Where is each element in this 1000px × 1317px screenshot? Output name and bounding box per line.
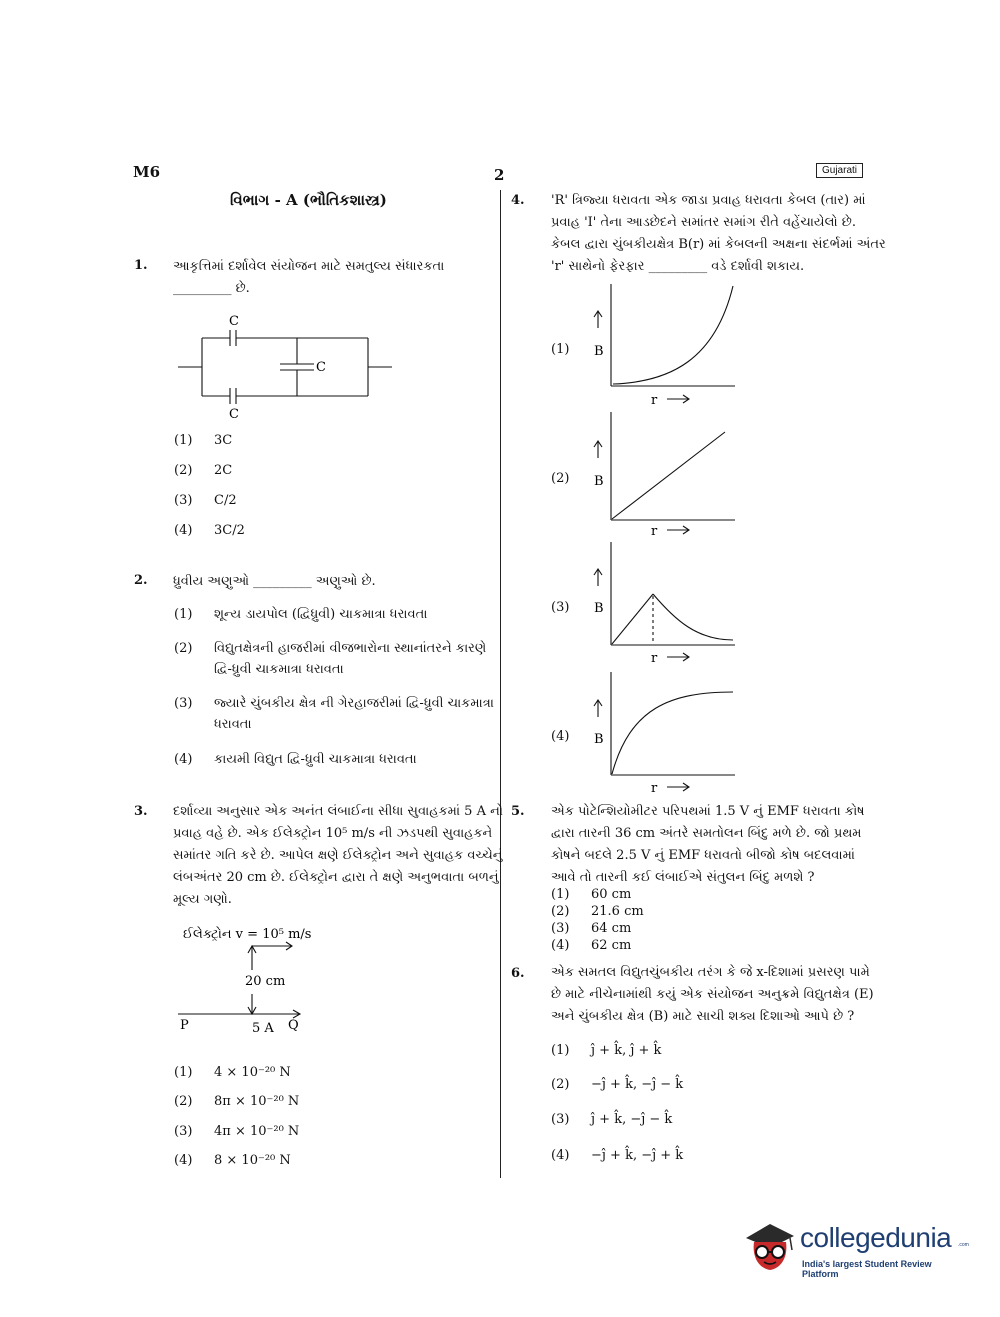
question-text-line: દ્વારા તારની 36 cm અંતરે સમતોલન બિંદુ મળે છે. જો પ્રથમ: [551, 826, 862, 841]
option[interactable]: [551, 1075, 751, 1095]
graph-option-1: [585, 280, 745, 410]
option[interactable]: [174, 639, 494, 681]
x-axis-label: r: [651, 393, 658, 408]
option-text: 4π × 10⁻²⁰ N: [214, 1124, 300, 1139]
x-axis-label: r: [651, 651, 658, 665]
option-text: C/2: [214, 493, 237, 508]
option[interactable]: [174, 694, 494, 736]
point-p-label: P: [180, 1018, 189, 1033]
question-text-line: 'r' સાથેનો ફેરફાર _________ વડે દર્શાવી શકાય.: [551, 259, 805, 274]
option-number: (3): [551, 1112, 570, 1127]
option-text: દ્વિ-ધ્રુવી ચાકમાત્રા ધરાવતા: [214, 662, 344, 677]
question-text-line: 'R' ત્રિજ્યા ધરાવતા એક જાડા પ્રવાહ ધરાવતા કેબલ (તાર) માં: [551, 193, 866, 208]
option-number: (1): [551, 342, 570, 357]
graph-option-3: [585, 540, 745, 665]
option-number: (3): [551, 921, 570, 936]
option-number: (2): [174, 463, 193, 478]
exam-code: M6: [133, 163, 161, 181]
question-number: 2.: [134, 573, 148, 588]
option[interactable]: [174, 1151, 374, 1171]
option-number: (3): [174, 696, 193, 711]
option-text: ĵ + k̂, ĵ + k̂: [591, 1043, 662, 1058]
option-text: 3C: [214, 433, 233, 448]
student-mascot-icon: [740, 1212, 800, 1282]
question-number: 1.: [134, 258, 148, 273]
option-text: 62 cm: [591, 938, 632, 953]
option[interactable]: [551, 340, 581, 360]
question-text-line: લંબઅંતર 20 cm છે. ઈલેક્ટ્રોન દ્વારા તે ક્ષણે અનુભવાતા બળનું: [173, 870, 499, 885]
option-text: −ĵ + k̂, −ĵ + k̂: [591, 1148, 684, 1163]
y-axis-label: B: [594, 601, 604, 616]
x-axis-label: r: [651, 524, 658, 539]
capacitor-label: C: [229, 407, 239, 422]
question-text-line: સમાંતર ગતિ કરે છે. આપેલ ક્ષણે ઈલેક્ટ્રોન અને સુવાહક વચ્ચેનું: [173, 848, 503, 863]
option-text: જ્યારે ચુંબકીય ક્ષેત્ર ની ગેરહાજરીમાં દ્વિ-ધ્રુવી ચાકમાત્રા: [214, 696, 494, 711]
question-number: 6.: [511, 966, 525, 981]
question-text-line: દર્શાવ્યા અનુસાર એક અનંત લંબાઈના સીધા સુવાહકમાં 5 A નો: [173, 804, 504, 819]
option[interactable]: [551, 1110, 751, 1130]
electron-velocity-label: ઈલેક્ટ્રોન v = 10⁵ m/s: [183, 927, 312, 942]
option-number: (1): [551, 1043, 570, 1058]
option-text: 3C/2: [214, 523, 245, 538]
question-number: 5.: [511, 804, 525, 819]
question-number: 3.: [134, 804, 148, 819]
option-text: વિદ્યુતક્ષેત્રની હાજરીમાં વીજભારોના સ્થાનાંતરને કારણે: [214, 641, 487, 656]
option-number: (4): [174, 523, 193, 538]
option[interactable]: [551, 469, 581, 489]
option[interactable]: [174, 1063, 374, 1083]
option-number: (1): [551, 887, 570, 902]
option-text: કાયમી વિદ્યુત દ્વિ-ધ્રુવી ચાકમાત્રા ધરાવતા: [214, 752, 417, 767]
option[interactable]: [174, 750, 494, 770]
question-text-line: પ્રવાહ 'I' તેના આડછેદને સમાંતર સમાંગ રીતે વહેંચાયેલો છે.: [551, 215, 856, 230]
brand-name: collegedunia: [800, 1222, 952, 1253]
point-q-label: Q: [288, 1018, 299, 1033]
section-title: વિભાગ - A (ભૌતિકશાસ્ત્ર): [230, 191, 387, 209]
option-number: (2): [174, 1094, 193, 1109]
option[interactable]: [174, 431, 374, 451]
question-text-line: કોષને બદલે 2.5 V નું EMF ધરાવતો બીજો કોષ બદલવામાં: [551, 848, 855, 863]
option-text: 2C: [214, 463, 233, 478]
option[interactable]: [174, 521, 374, 541]
question-text-line: કેબલ દ્વારા ચુંબકીયક્ષેત્ર B(r) માં કેબલની અક્ષના સંદર્ભમાં અંતર: [551, 237, 886, 252]
option-text: શૂન્ય ડાયપોલ (દ્વિધ્રુવી) ચાકમાત્રા ધરાવતા: [214, 607, 428, 622]
x-axis-label: r: [651, 781, 658, 796]
option-number: (4): [551, 1148, 570, 1163]
option[interactable]: [551, 937, 751, 955]
collegedunia-watermark: [740, 1212, 970, 1287]
option[interactable]: [174, 491, 374, 511]
option[interactable]: [551, 1041, 751, 1061]
option-number: (2): [551, 1077, 570, 1092]
question-text-line: આકૃત્તિમાં દર્શાવેલ સંયોજન માટે સમતુલ્ય સંધારકતા: [173, 259, 445, 274]
option[interactable]: [551, 920, 751, 938]
option-number: (2): [551, 904, 570, 919]
option[interactable]: [174, 1092, 374, 1112]
option-text: 64 cm: [591, 921, 632, 936]
option-number: (3): [174, 1124, 193, 1139]
question-text-line: આવે તો તારની કઈ લંબાઈએ સંતુલન બિંદુ મળશે ?: [551, 870, 815, 885]
option-number: (4): [174, 1153, 193, 1168]
option-text: 8 × 10⁻²⁰ N: [214, 1153, 291, 1168]
brand-tagline: India's largest Student Review Platform: [802, 1259, 932, 1279]
option[interactable]: [174, 605, 494, 625]
option[interactable]: [551, 1146, 751, 1166]
option-text: −ĵ + k̂, −ĵ − k̂: [591, 1077, 684, 1092]
option[interactable]: [551, 903, 751, 921]
option-number: (1): [174, 1065, 193, 1080]
option[interactable]: [551, 727, 581, 747]
option-number: (3): [174, 493, 193, 508]
capacitor-circuit-figure: [170, 310, 400, 425]
page-number: 2: [494, 166, 505, 184]
capacitor-label: C: [229, 314, 239, 329]
option[interactable]: [551, 886, 751, 904]
option-number: (2): [551, 471, 570, 486]
option-text: ધરાવતા: [214, 717, 252, 732]
option-number: (4): [551, 729, 570, 744]
y-axis-label: B: [594, 732, 604, 747]
option-text: 60 cm: [591, 887, 632, 902]
question-text-line: ધ્રુવીય અણુઓ _________ અણુઓ છે.: [173, 574, 376, 589]
brand-suffix: .com: [958, 1242, 969, 1248]
graph-option-4: [585, 668, 745, 798]
capacitor-label: C: [316, 360, 326, 375]
option[interactable]: [174, 1122, 374, 1142]
graph-option-2: [585, 410, 745, 540]
y-axis-label: B: [594, 344, 604, 359]
y-axis-label: B: [594, 474, 604, 489]
language-badge: Gujarati: [816, 163, 863, 178]
question-text-line: એક પોટેન્શિયોમીટર પરિપથમાં 1.5 V નું EMF ધરાવતા કોષ: [551, 804, 865, 819]
question-text-line: _________ છે.: [173, 281, 250, 296]
option[interactable]: [174, 461, 374, 481]
option-number: (4): [174, 752, 193, 767]
option-text: 21.6 cm: [591, 904, 644, 919]
option-number: (2): [174, 641, 193, 656]
option-text: 4 × 10⁻²⁰ N: [214, 1065, 291, 1080]
option-text: ĵ + k̂, −ĵ − k̂: [591, 1112, 673, 1127]
question-text-line: છે માટે નીચેનામાંથી કયું એક સંયોજન અનુક્રમે વિદ્યુતક્ષેત્ર (E): [551, 987, 874, 1002]
option-number: (1): [174, 433, 193, 448]
question-text-line: મૂલ્ય ગણો.: [173, 892, 232, 907]
current-label: 5 A: [252, 1021, 274, 1036]
option-number: (4): [551, 938, 570, 953]
option-number: (1): [174, 607, 193, 622]
option-text: 8π × 10⁻²⁰ N: [214, 1094, 300, 1109]
column-divider: [500, 190, 501, 1178]
question-text-line: અને ચુંબકીય ક્ષેત્ર (B) માટે સાચી શક્ય દિશાઓ આપે છે ?: [551, 1009, 855, 1024]
question-text-line: એક સમતલ વિદ્યુતચુંબકીય તરંગ કે જે x-દિશામાં પ્રસરણ પામે: [551, 965, 870, 980]
question-text-line: પ્રવાહ વહે છે. એક ઈલેક્ટ્રોન 10⁵ m/s ની ઝડપથી સુવાહકને: [173, 826, 493, 841]
option-number: (3): [551, 600, 570, 615]
question-number: 4.: [511, 193, 525, 208]
distance-label: 20 cm: [245, 974, 286, 989]
option[interactable]: [551, 598, 581, 618]
wire-electron-figure: [170, 918, 340, 1040]
